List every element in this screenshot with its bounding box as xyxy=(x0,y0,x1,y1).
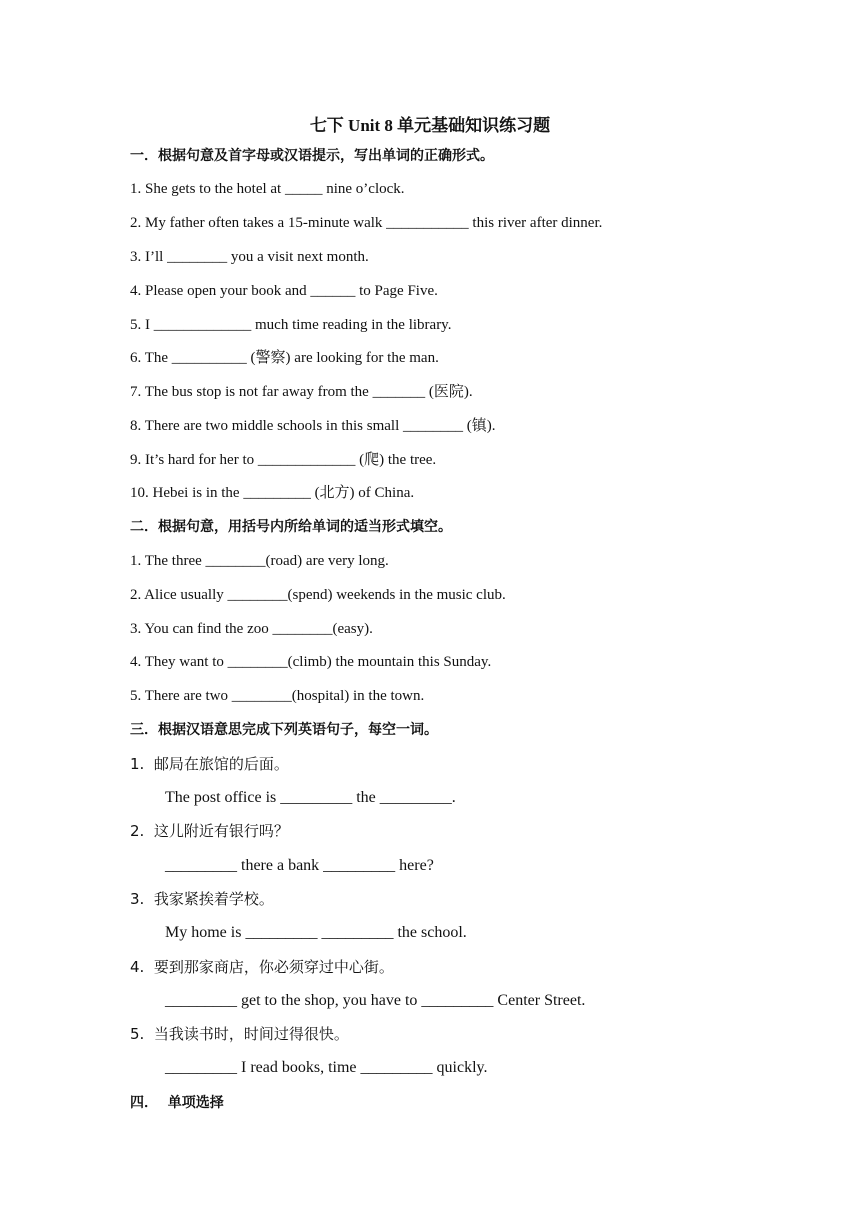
s1-item-10: 10. Hebei is in the _________ (北方) of China. xyxy=(130,485,415,501)
s1-item-7: 7. The bus stop is not far away from the _______ (医院). xyxy=(130,384,473,400)
s1-item-5: 5. I _____________ much time reading in the library. xyxy=(130,317,452,333)
s2-item-4: 4. They want to ________(climb) the mountain this Sunday. xyxy=(130,654,492,670)
s3-item-1-english: The post office is _________ the _________. xyxy=(165,789,456,806)
s3-item-4-chinese: 4. 要到那家商店，你必须穿过中心街。 xyxy=(130,958,394,976)
s1-item-4: 4. Please open your book and ______ to Page Five. xyxy=(130,283,438,299)
s3-item-2-chinese: 2. 这儿附近有银行吗？ xyxy=(130,822,289,840)
s3-item-2-english: _________ there a bank _________ here? xyxy=(165,857,434,874)
page-title: 七下 Unit 8 单元基础知识练习题 xyxy=(309,116,551,135)
section-4-heading: 四． 单项选择 xyxy=(130,1095,224,1111)
s1-item-3: 3. I’ll ________ you a visit next month. xyxy=(130,249,369,265)
s2-item-5: 5. There are two ________(hospital) in the town. xyxy=(130,688,425,704)
s1-item-6: 6. The __________ (警察) are looking for the man. xyxy=(130,350,439,366)
s3-item-5-english: _________ I read books, time _________ quickly. xyxy=(165,1059,488,1076)
s3-item-3-chinese: 3. 我家紧挨着学校。 xyxy=(130,890,274,908)
section-3-heading: 三．根据汉语意思完成下列英语句子，每空一词。 xyxy=(130,722,438,738)
section-1-heading: 一．根据句意及首字母或汉语提示，写出单词的正确形式。 xyxy=(130,148,494,164)
s1-item-1: 1. She gets to the hotel at _____ nine o’clock. xyxy=(130,181,405,197)
section-2-heading: 二．根据句意，用括号内所给单词的适当形式填空。 xyxy=(130,519,452,535)
s3-item-5-chinese: 5. 当我读书时，时间过得很快。 xyxy=(130,1025,349,1043)
s3-item-3-english: My home is _________ _________ the school. xyxy=(165,924,467,941)
s2-item-3: 3. You can find the zoo ________(easy). xyxy=(130,621,373,637)
s3-item-1-chinese: 1. 邮局在旅馆的后面。 xyxy=(130,755,289,773)
s3-item-4-english: _________ get to the shop, you have to _________ Center Street. xyxy=(165,992,586,1009)
s1-item-8: 8. There are two middle schools in this small ________ (镇). xyxy=(130,418,496,434)
s1-item-2: 2. My father often takes a 15-minute walk ___________ this river after dinner. xyxy=(130,215,603,231)
s2-item-2: 2. Alice usually ________(spend) weekends in the music club. xyxy=(130,587,506,603)
s1-item-9: 9. It’s hard for her to _____________ (爬) the tree. xyxy=(130,452,437,468)
s2-item-1: 1. The three ________(road) are very long. xyxy=(130,553,389,569)
